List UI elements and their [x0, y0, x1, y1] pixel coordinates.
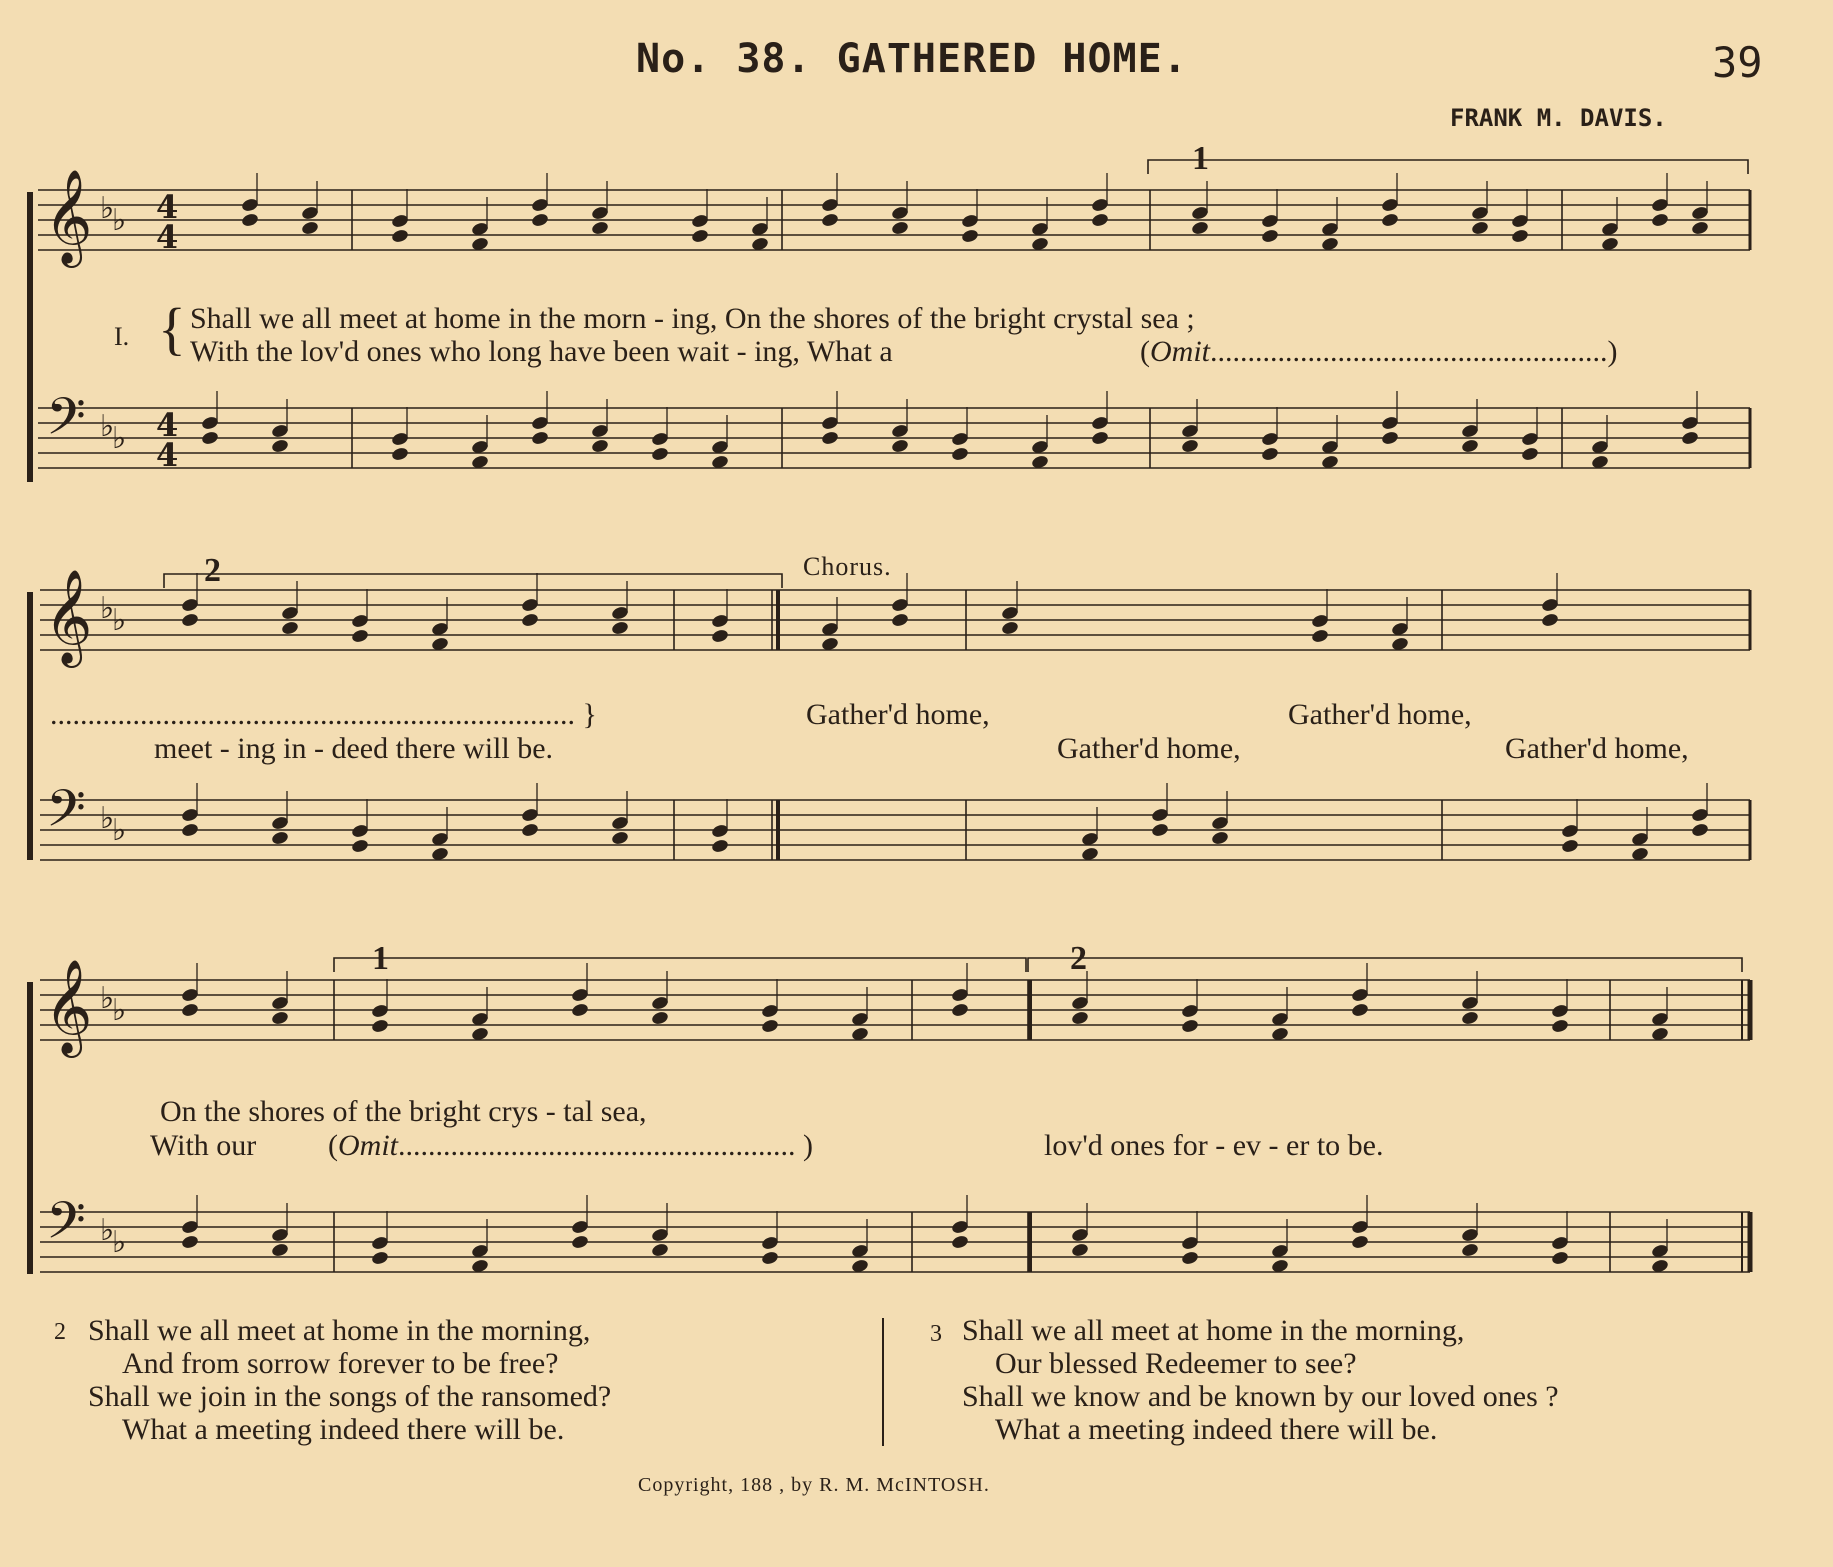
bass-2-notehead [271, 830, 290, 846]
treble-3-notehead [651, 1010, 670, 1026]
bass-1-notehead [531, 430, 550, 446]
treble-2-notehead [1541, 612, 1560, 628]
lyric-line-2: With the lov'd ones who long have been wait - ing, What a [190, 335, 893, 368]
treble-2-notehead [521, 612, 540, 628]
bass-3-notehead [1071, 1242, 1090, 1258]
page-number: 39 [1712, 38, 1763, 87]
bass-3-notehead [1551, 1250, 1570, 1266]
omit-dots-3: ..................................................... ) [398, 1129, 813, 1162]
treble-2-notehead [611, 620, 630, 636]
verse-3-line-2: Our blessed Redeemer to see? [995, 1347, 1357, 1380]
system-brace-bar [27, 192, 33, 482]
bass-1-notehead [651, 446, 670, 462]
stanza-number: I. [114, 322, 130, 351]
treble-clef: 𝄞 [44, 959, 93, 1054]
bass-1-notehead [591, 438, 610, 454]
omit-marker [1140, 335, 1618, 369]
treble-1-notehead [691, 228, 710, 244]
chorus-lower-1: Gather'd home, [1057, 732, 1241, 765]
bass-1-notehead [201, 430, 220, 446]
bass-2-notehead [1561, 838, 1580, 854]
treble-3-notehead [951, 1002, 970, 1018]
bass-3-notehead [371, 1250, 390, 1266]
composer-credit: FRANK M. DAVIS. [1450, 104, 1667, 132]
ending-1-label: 1 [1192, 140, 1209, 177]
bass-3-notehead [181, 1234, 200, 1250]
stanza-brace: { [158, 296, 186, 361]
treble-1-notehead [1091, 212, 1110, 228]
bass-1-notehead [391, 446, 410, 462]
bass-3-notehead [571, 1234, 590, 1250]
bass-2-notehead [351, 838, 370, 854]
bass-1-notehead [1461, 438, 1480, 454]
bass-2-notehead [521, 822, 540, 838]
ending-2-label: 2 [204, 552, 221, 589]
treble-3-notehead [1181, 1018, 1200, 1034]
treble-1-notehead [1261, 228, 1280, 244]
key-flat: ♭ [112, 421, 127, 456]
bass-3-notehead [271, 1242, 290, 1258]
bass-3-notehead [651, 1242, 670, 1258]
verse-3-line-3: Shall we know and be known by our loved ones ? [962, 1380, 1559, 1413]
ending-2-label-3: 2 [1070, 940, 1087, 977]
treble-1-notehead [531, 212, 550, 228]
treble-3-notehead [1461, 1010, 1480, 1026]
omit-dots-line: ...................................................................... } [50, 698, 597, 731]
lyric-line-3a: On the shores of the bright crys - tal sea, [160, 1095, 647, 1128]
bass-1-notehead [1681, 430, 1700, 446]
treble-2-notehead [181, 612, 200, 628]
verse-2-line-3: Shall we join in the songs of the ransomed? [88, 1380, 612, 1413]
bass-3-notehead [761, 1250, 780, 1266]
bass-3-notehead [1461, 1242, 1480, 1258]
bass-1-notehead [1381, 430, 1400, 446]
omit-label-3: Omit [338, 1129, 398, 1162]
bass-1-notehead [1261, 446, 1280, 462]
chorus-upper-1: Gather'd home, [806, 698, 990, 731]
bass-2-notehead [1691, 822, 1710, 838]
lyric-line-1: Shall we all meet at home in the morn - ing, On the shores of the bright crystal sea ; [190, 302, 1195, 335]
ending-1-label-3: 1 [372, 940, 389, 977]
key-flat: ♭ [100, 591, 115, 626]
verse-3-line-1: Shall we all meet at home in the morning, [962, 1314, 1465, 1347]
treble-1-notehead [1511, 228, 1530, 244]
treble-2-notehead [711, 628, 730, 644]
omit-label: Omit [1150, 335, 1210, 368]
key-flat: ♭ [112, 1225, 127, 1260]
bass-2-notehead [181, 822, 200, 838]
chorus-lower-2: Gather'd home, [1505, 732, 1689, 765]
bass-2-notehead [1211, 830, 1230, 846]
treble-3-notehead [371, 1018, 390, 1034]
system-brace-bar-2 [27, 592, 33, 860]
bass-clef: 𝄢 [46, 778, 86, 851]
key-flat: ♭ [112, 603, 127, 638]
treble-2-notehead [281, 620, 300, 636]
treble-1-notehead [591, 220, 610, 236]
treble-3-notehead [571, 1002, 590, 1018]
treble-1-notehead [1471, 220, 1490, 236]
bass-1-notehead [271, 438, 290, 454]
first-ending-bracket-3 [334, 958, 1026, 972]
key-flat: ♭ [112, 203, 127, 238]
treble-3-notehead [1071, 1010, 1090, 1026]
verse-3-number: 3 [930, 1321, 942, 1347]
treble-3-notehead [271, 1010, 290, 1026]
key-flat: ♭ [100, 801, 115, 836]
treble-2-notehead [1311, 628, 1330, 644]
treble-1-notehead [891, 220, 910, 236]
key-flat: ♭ [100, 409, 115, 444]
key-flat: ♭ [112, 813, 127, 848]
omit-dots: .....................................................) [1210, 335, 1618, 368]
bass-3-notehead [951, 1234, 970, 1250]
bass-1-notehead [1181, 438, 1200, 454]
key-flat: ♭ [100, 981, 115, 1016]
treble-1-notehead [1381, 212, 1400, 228]
hymn-title: No. 38. GATHERED HOME. [636, 36, 1188, 82]
time-signature-digit: 4 [156, 218, 179, 256]
bass-1-notehead [1091, 430, 1110, 446]
treble-2-notehead [1001, 620, 1020, 636]
copyright-line: Copyright, 188 , by R. M. McINTOSH. [638, 1474, 990, 1496]
time-signature-digit: 4 [156, 188, 179, 226]
treble-1-notehead [1191, 220, 1210, 236]
omit-open-paren-3: ( [328, 1129, 338, 1162]
treble-1-notehead [301, 220, 320, 236]
bass-3-notehead [1351, 1234, 1370, 1250]
lyric-line-left: meet - ing in - deed there will be. [154, 732, 554, 765]
omit-open-paren: ( [1140, 335, 1150, 368]
chorus-label: Chorus. [803, 552, 892, 581]
first-ending-bracket [1148, 160, 1748, 174]
key-flat: ♭ [100, 1213, 115, 1248]
treble-clef: 𝄞 [44, 169, 93, 264]
verse-2-number: 2 [54, 1319, 66, 1345]
treble-1-notehead [821, 212, 840, 228]
bass-clef: 𝄢 [46, 386, 86, 459]
bass-1-notehead [1521, 446, 1540, 462]
lyric-line-3b-end: lov'd ones for - ev - er to be. [1044, 1129, 1384, 1162]
treble-1-notehead [391, 228, 410, 244]
treble-clef: 𝄞 [44, 569, 93, 664]
bass-2-notehead [1151, 822, 1170, 838]
bass-2-notehead [711, 838, 730, 854]
treble-3-notehead [1351, 1002, 1370, 1018]
chorus-upper-2: Gather'd home, [1288, 698, 1472, 731]
treble-3-notehead [181, 1002, 200, 1018]
treble-2-notehead [891, 612, 910, 628]
bass-3-notehead [1181, 1250, 1200, 1266]
bass-1-notehead [951, 446, 970, 462]
verse-2-line-2: And from sorrow forever to be free? [122, 1347, 559, 1380]
second-ending-bracket [164, 574, 782, 588]
system-brace-bar-3 [27, 982, 33, 1274]
time-signature-digit: 4 [156, 406, 179, 444]
treble-2-notehead [351, 628, 370, 644]
key-flat: ♭ [100, 191, 115, 226]
verse-3-line-4: What a meeting indeed there will be. [995, 1413, 1438, 1446]
bass-2-notehead [611, 830, 630, 846]
second-ending-bracket-3 [1028, 958, 1742, 972]
verse-2-line-4: What a meeting indeed there will be. [122, 1413, 565, 1446]
omit-marker-3 [328, 1129, 813, 1163]
time-signature-digit: 4 [156, 436, 179, 474]
treble-3-notehead [761, 1018, 780, 1034]
bass-1-notehead [821, 430, 840, 446]
verse-divider [882, 1318, 884, 1446]
lyric-line-3b-start: With our [150, 1129, 257, 1162]
treble-1-notehead [1691, 220, 1710, 236]
treble-3-notehead [1551, 1018, 1570, 1034]
bass-clef: 𝄢 [46, 1190, 86, 1263]
treble-1-notehead [1651, 212, 1670, 228]
key-flat: ♭ [112, 993, 127, 1028]
bass-1-notehead [891, 438, 910, 454]
treble-1-notehead [961, 228, 980, 244]
verse-2-line-1: Shall we all meet at home in the morning, [88, 1314, 591, 1347]
treble-1-notehead [241, 212, 260, 228]
